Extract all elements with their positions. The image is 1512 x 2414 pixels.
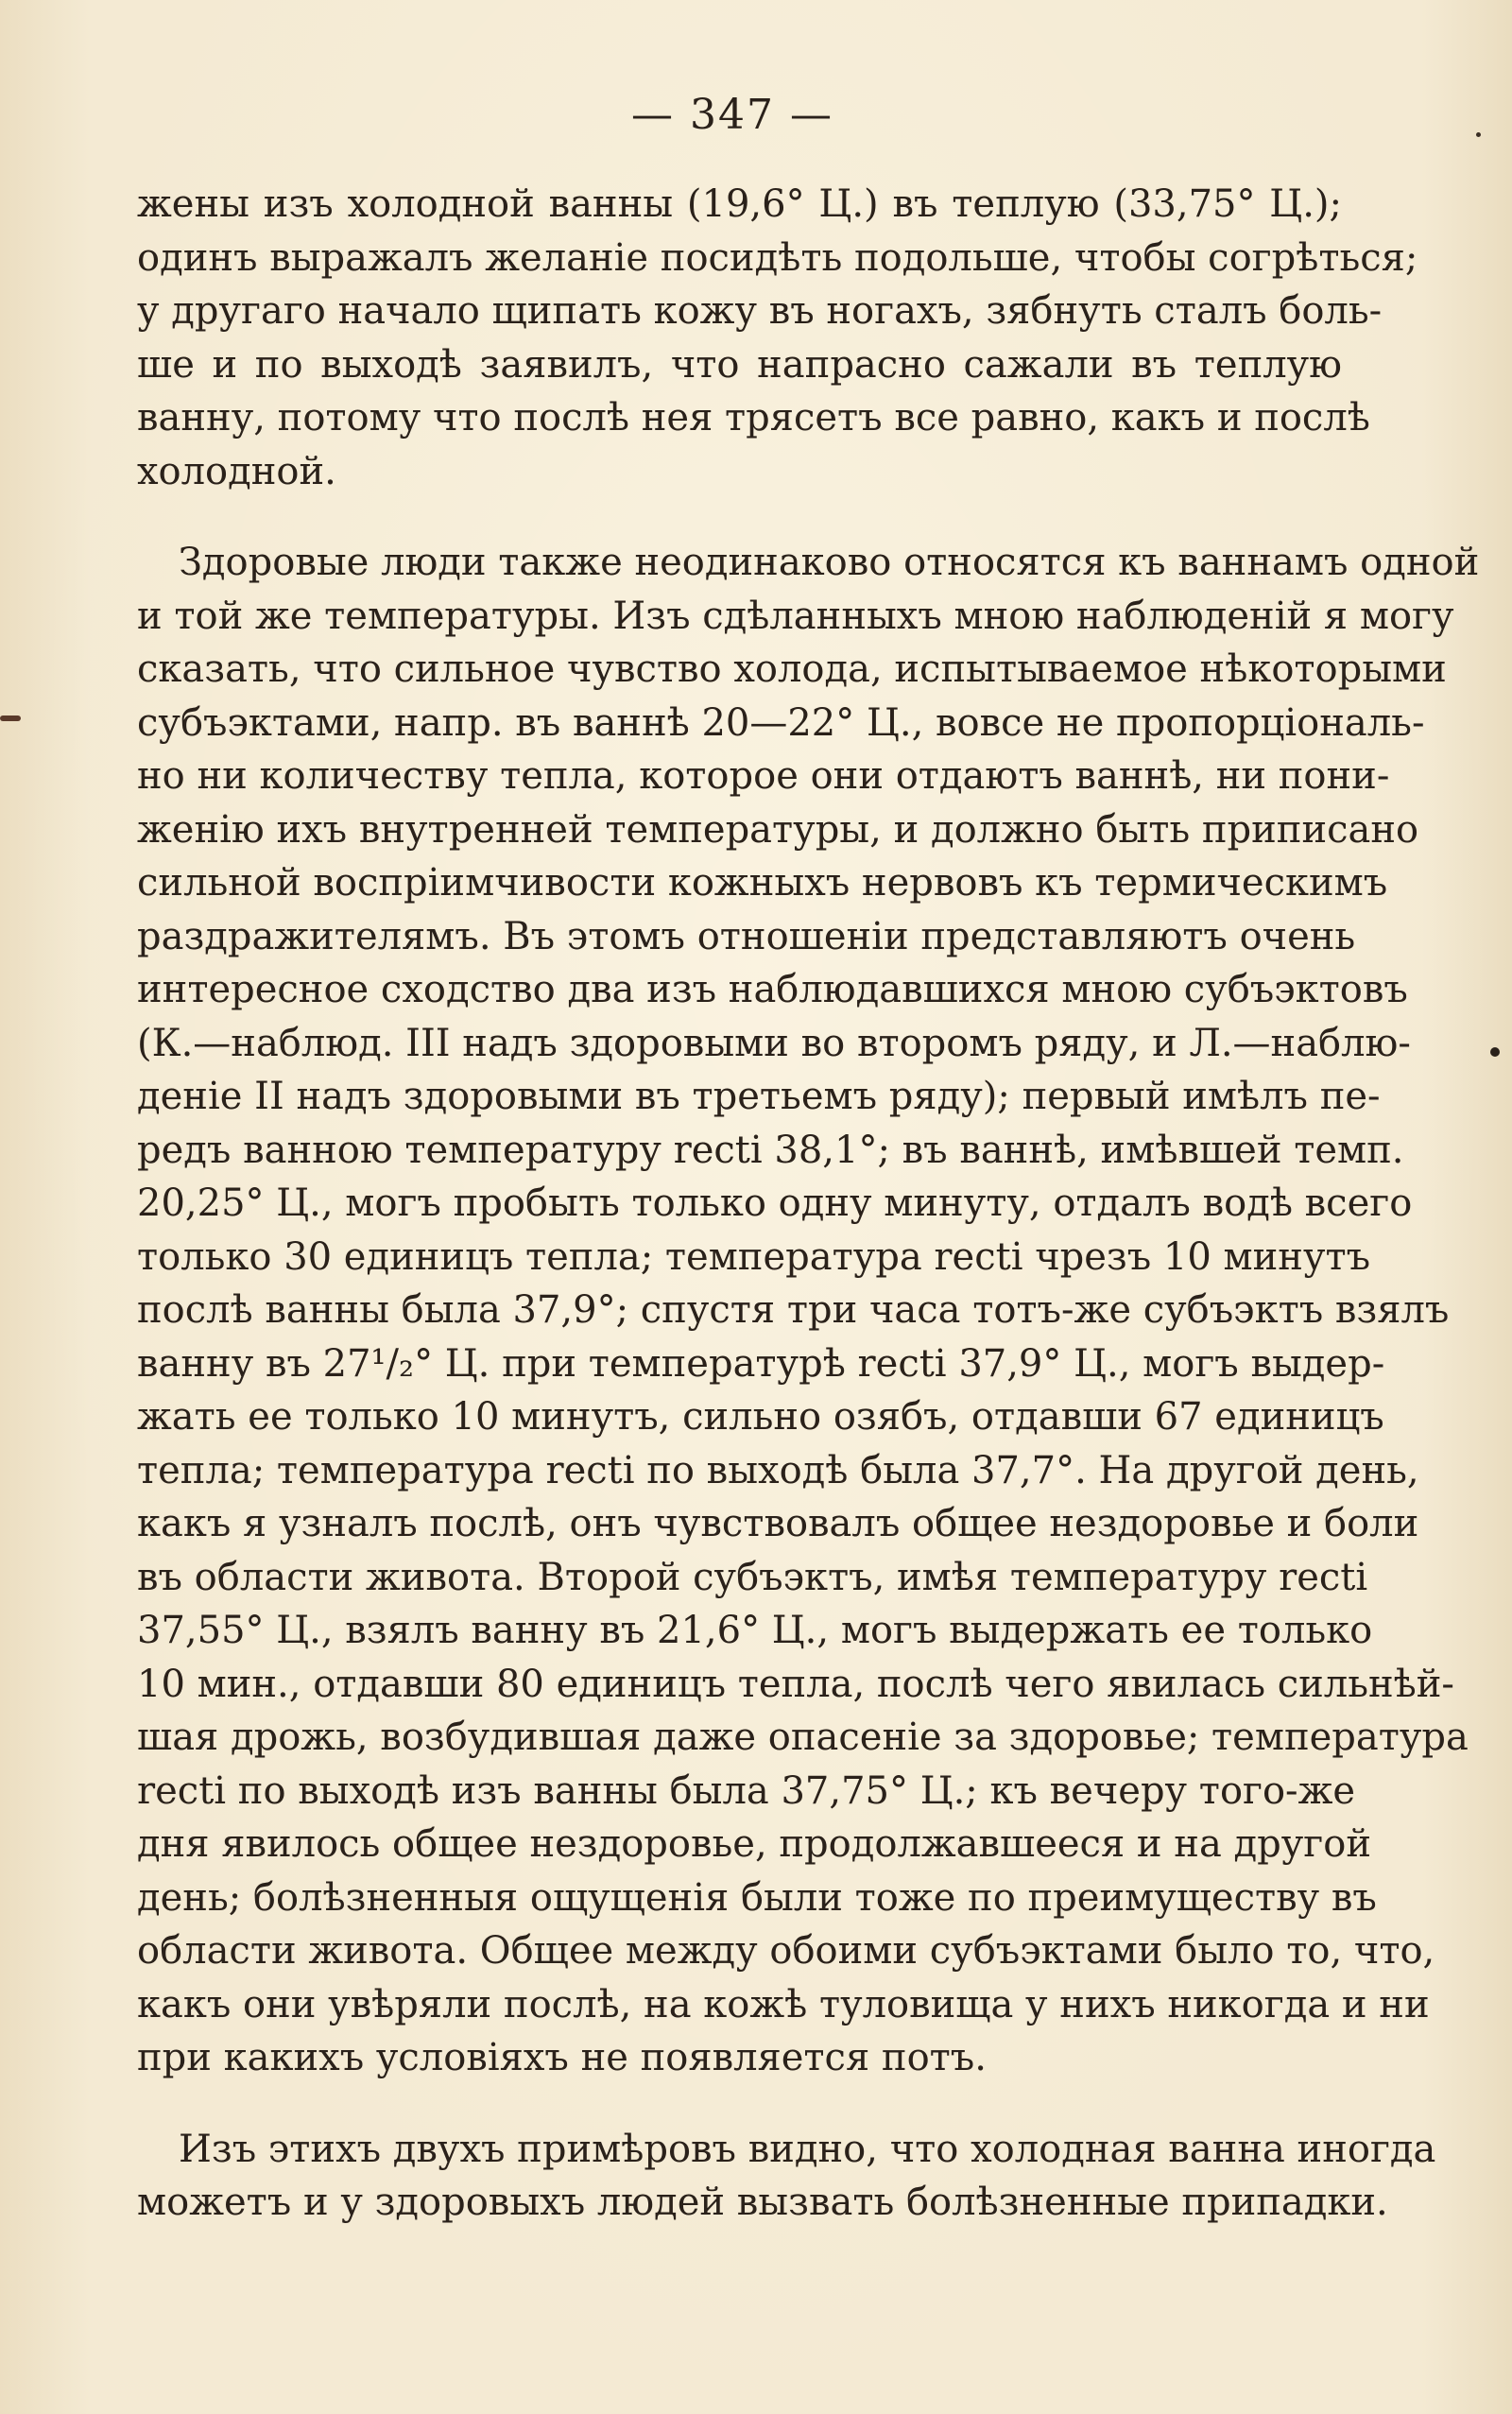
text-line: деніе II надъ здоровыми въ третьемъ ряду); первый имѣлъ пе- bbox=[137, 1075, 1381, 1118]
text-line: ше и по выходѣ заявилъ, что напрасно сажали въ теплую bbox=[137, 342, 1342, 387]
page-number: — 347 — bbox=[631, 91, 833, 139]
text-line: шая дрожь, возбудившая даже опасеніе за здоровье; температура bbox=[137, 1716, 1469, 1759]
text-line: дня явилось общее нездоровье, продолжавшееся и на другой bbox=[137, 1822, 1371, 1866]
text-line: сказать, что сильное чувство холода, испытываемое нѣкоторыми bbox=[137, 647, 1447, 691]
text-line: послѣ ванны была 37,9°; спустя три часа тотъ-же субъэктъ взялъ bbox=[137, 1288, 1450, 1332]
text-line: жены изъ холодной ванны (19,6° Ц.) въ теплую (33,75° Ц.); bbox=[137, 182, 1342, 226]
text-line: одинъ выражалъ желаніе посидѣть подольше, чтобы согрѣться; bbox=[137, 235, 1418, 280]
text-line: области живота. Общее между обоими субъэктами было то, что, bbox=[137, 1929, 1435, 1973]
text-line: но ни количеству тепла, которое они отдаютъ ваннѣ, ни пони- bbox=[137, 754, 1390, 798]
text-line: Здоровые люди также неодинаково относятся къ ваннамъ одной bbox=[179, 541, 1480, 584]
text-line: ванну, потому что послѣ нея трясетъ все равно, какъ и послѣ bbox=[137, 396, 1370, 440]
text-line: 10 мин., отдавши 80 единицъ тепла, послѣ чего явилась сильнѣй- bbox=[137, 1662, 1454, 1706]
text-line: редъ ванною температуру recti 38,1°; въ ваннѣ, имѣвшей темп. bbox=[137, 1128, 1404, 1172]
text-line: сильной воспріимчивости кожныхъ нервовъ къ термическимъ bbox=[137, 861, 1388, 905]
ink-speck bbox=[1476, 132, 1481, 137]
text-line: женію ихъ внутренней температуры, и должно быть приписано bbox=[137, 807, 1419, 852]
text-line: жать ее только 10 минутъ, сильно озябъ, отдавши 67 единицъ bbox=[137, 1395, 1384, 1439]
text-line: интересное сходство два изъ наблюдавшихся мною субъэктовъ bbox=[137, 968, 1408, 1011]
text-line: день; болѣзненныя ощущенія были тоже по преимуществу въ bbox=[137, 1875, 1377, 1920]
text-line: ванну въ 27¹/₂° Ц. при температурѣ recti 37,9° Ц., могъ выдер- bbox=[137, 1341, 1385, 1386]
paragraph-2 bbox=[137, 536, 1480, 2085]
text-line: (К.—наблюд. III надъ здоровыми во второмъ ряду, и Л.—наблю- bbox=[137, 1021, 1411, 1065]
text-line: субъэктами, напр. въ ваннѣ 20—22° Ц., вовсе не пропорціональ- bbox=[137, 700, 1425, 745]
text-line: холодной. bbox=[137, 449, 336, 493]
body-text bbox=[137, 178, 1480, 2230]
text-line: въ области живота. Второй субъэктъ, имѣя температуру recti bbox=[137, 1555, 1368, 1599]
margin-dot bbox=[1490, 1047, 1500, 1057]
text-line: recti по выходѣ изъ ванны была 37,75° Ц.; къ вечеру того-же bbox=[137, 1768, 1356, 1813]
margin-mark bbox=[0, 716, 21, 721]
text-line: и той же температуры. Изъ сдѣланныхъ мною наблюденій я могу bbox=[137, 594, 1454, 638]
paragraph-3 bbox=[137, 2123, 1436, 2230]
text-line: 37,55° Ц., взялъ ванну въ 21,6° Ц., могъ выдержать ее только bbox=[137, 1609, 1373, 1652]
text-line: раздражителямъ. Въ этомъ отношеніи представляютъ очень bbox=[137, 914, 1356, 958]
paragraph-1 bbox=[137, 178, 1418, 498]
text-line: при какихъ условіяхъ не появляется потъ. bbox=[137, 2036, 987, 2079]
text-line: Изъ этихъ двухъ примѣровъ видно, что холодная ванна иногда bbox=[179, 2127, 1436, 2171]
text-line: какъ я узналъ послѣ, онъ чувствовалъ общее нездоровье и боли bbox=[137, 1502, 1419, 1545]
text-line: тепла; температура recti по выходѣ была 37,7°. На другой день, bbox=[137, 1448, 1419, 1492]
text-line: 20,25° Ц., могъ пробыть только одну минуту, отдалъ водѣ всего bbox=[137, 1181, 1413, 1225]
text-line: какъ они увѣряли послѣ, на кожѣ туловища у нихъ никогда и ни bbox=[137, 1982, 1430, 2026]
text-line: у другаго начало щипать кожу въ ногахъ, зябнуть сталъ боль- bbox=[137, 289, 1383, 333]
text-line: только 30 единицъ тепла; температура recti чрезъ 10 минутъ bbox=[137, 1234, 1371, 1279]
text-line: можетъ и у здоровыхъ людей вызвать болѣзненные припадки. bbox=[137, 2181, 1388, 2224]
